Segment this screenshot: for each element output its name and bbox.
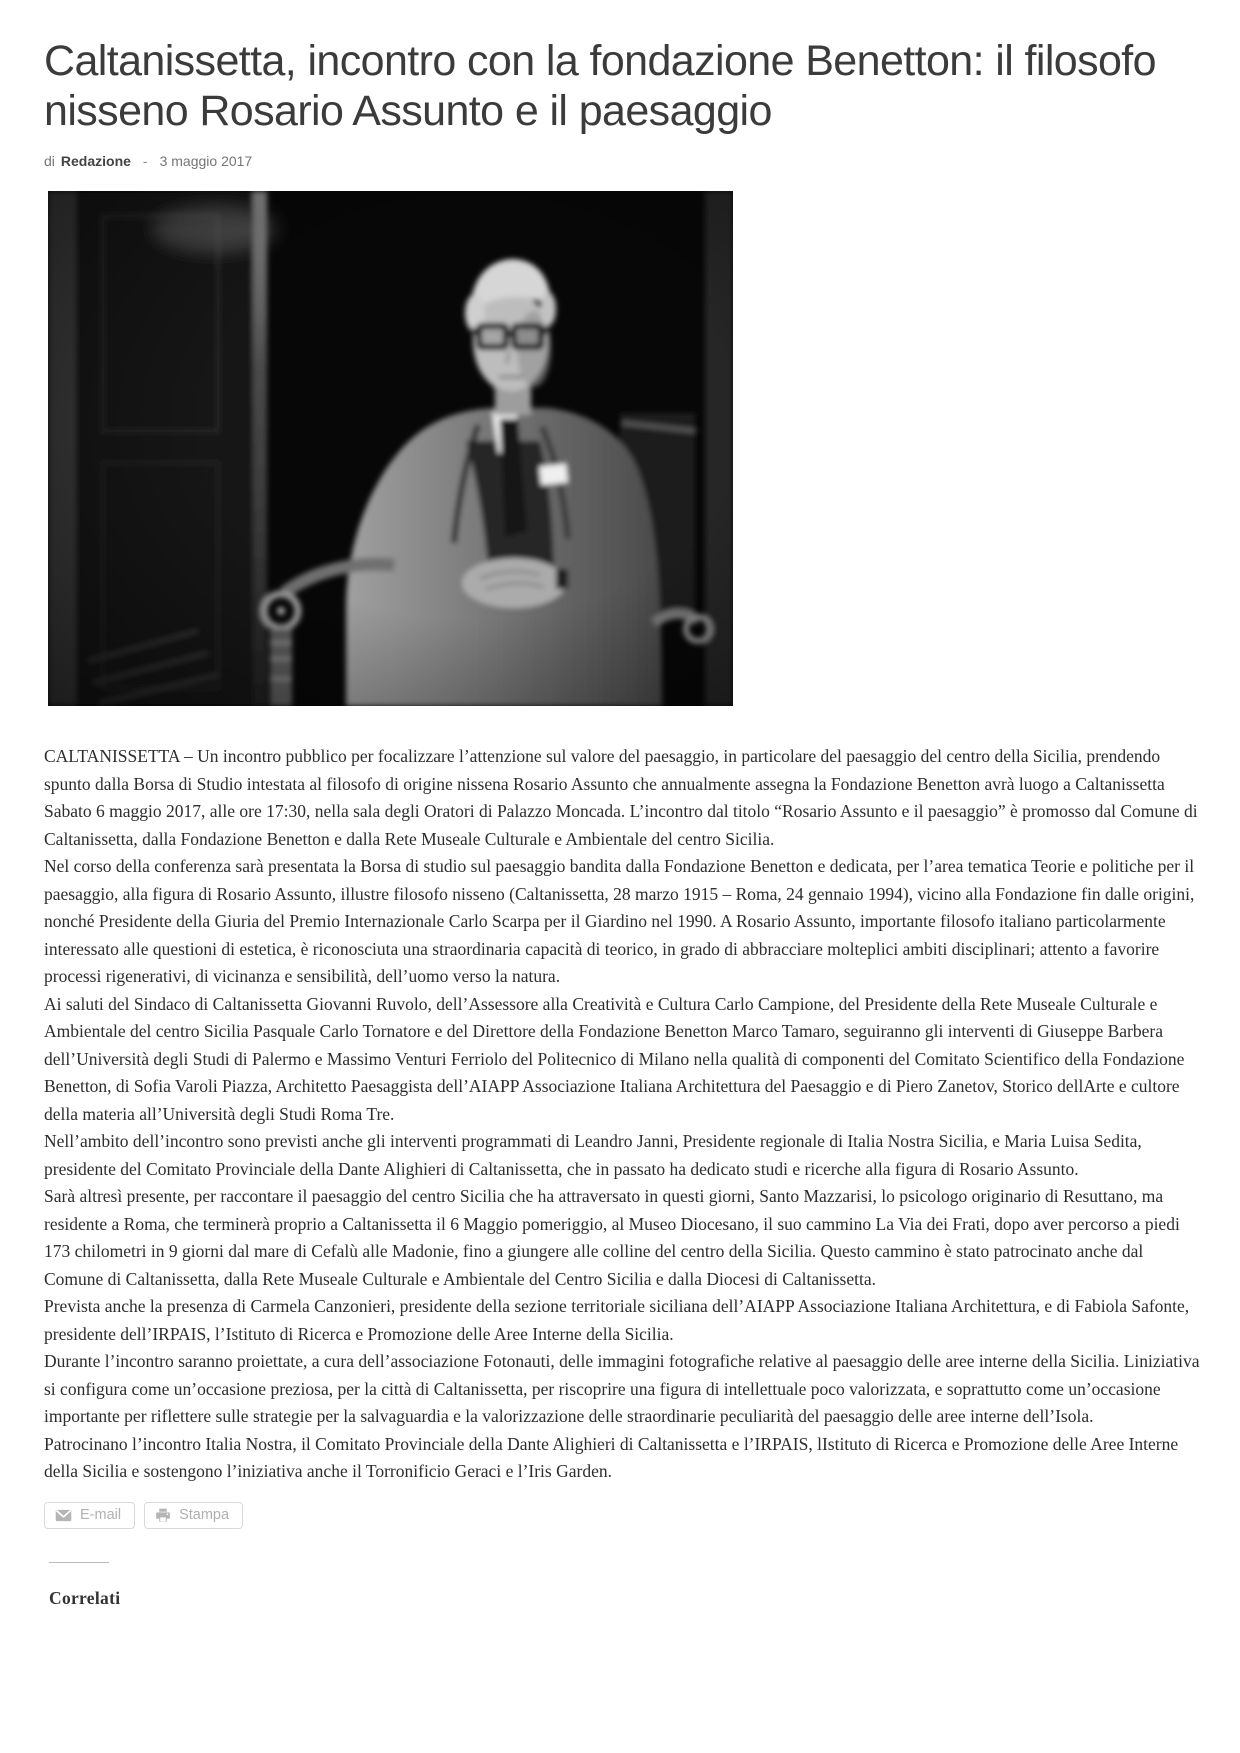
paragraph: CALTANISSETTA – Un incontro pubblico per focalizzare l’attenzione sul valore del paesaggio, in particolare del paesaggio del centro della Sicilia, prendendo spunto dalla Borsa di Studio intestata al filosofo di origine nissena Rosario Assunto che annualmente assegna la Fondazione Benetton avrà luogo a Caltanissetta Sabato 6 maggio 2017, alle ore 17:30, nella sala degli Oratori di Palazzo Moncada. L’incontro dal titolo “Rosario Assunto e il paesaggio” è promosso dal Comune di Caltanissetta, dalla Fondazione Benetton e dalla Rete Museale Culturale e Ambientale del centro Sicilia. — [44, 746, 1198, 849]
email-button-label: E-mail — [80, 1507, 122, 1523]
publish-date: 3 maggio 2017 — [159, 153, 253, 169]
page-title: Caltanissetta, incontro con la fondazione Benetton: il filosofo nisseno Rosario Assunto e il paesaggio — [44, 37, 1156, 135]
email-button[interactable] — [44, 1502, 135, 1529]
share-buttons — [44, 1502, 1200, 1529]
byline — [44, 153, 1200, 169]
portrait-illustration — [48, 191, 733, 706]
related-heading: Correlati — [49, 1587, 121, 1608]
paragraph: Durante l’incontro saranno proiettate, a cura dell’associazione Fotonauti, delle immagini fotografiche relative al paesaggio delle aree interne della Sicilia. Liniziativa si configura come un’occasione preziosa, per la città di Caltanissetta, per riscoprire una figura di intellettuale poco valorizzata, e soprattutto come un’occasione importante per riflettere sulle strategie per la salvaguardia e la valorizzazione delle straordinarie peculiarità del paesaggio delle aree interne dell’Isola. — [44, 1351, 1200, 1426]
author-link[interactable]: Redazione — [60, 153, 131, 169]
paragraph: Ai saluti del Sindaco di Caltanissetta Giovanni Ruvolo, dell’Assessore alla Creatività e Cultura Carlo Campione, del Presidente della Rete Museale Culturale e Ambientale del centro Sicilia Pasquale Carlo Tornatore e del Direttore della Fondazione Benetton Marco Tamaro, seguiranno gli interventi di Giuseppe Barbera dell’Università degli Studi di Palermo e Massimo Venturi Ferriolo del Politecnico di Milano nella qualità di componenti del Comitato Scientifico della Fondazione Benetton, di Sofia Varoli Piazza, Architetto Paesaggista dell’AIAPP Associazione Italiana Architettura del Paesaggio e di Piero Zanetov, Storico dellArte e cultore della materia all’Università degli Studi Roma Tre. — [44, 993, 1185, 1124]
byline-prefix: di — [44, 153, 55, 169]
article-body — [44, 743, 1200, 1486]
paragraph: Patrocinano l’incontro Italia Nostra, il Comitato Provinciale della Dante Alighieri di Caltanissetta e l’IRPAIS, lIstituto di Ricerca e Promozione delle Aree Interne della Sicilia e sostengono l’iniziativa anche il Torronificio Geraci e l’Iris Garden. — [44, 1433, 1179, 1481]
paragraph: Nel corso della conferenza sarà presentata la Borsa di studio sul paesaggio bandita dalla Fondazione Benetton e dedicata, per l’area tematica Teorie e politiche per il paesaggio, alla figura di Rosario Assunto, illustre filosofo nisseno (Caltanissetta, 28 marzo 1915 – Roma, 24 gennaio 1994), vicino alla Fondazione fin dalle origini, nonché Presidente della Giuria del Premio Internazionale Carlo Scarpa per il Giardino nel 1990. A Rosario Assunto, importante filosofo italiano particolarmente interessato alle questioni di estetica, è riconosciuta una straordinaria capacità di teorico, in grado di abbracciare molteplici ambiti disciplinari; attento a favorire processi rigenerativi, di vicinanza e sensibilità, dell’uomo verso la natura. — [44, 856, 1195, 986]
envelope-icon — [55, 1509, 72, 1522]
print-button-label: Stampa — [179, 1507, 230, 1523]
article-photo — [48, 191, 733, 706]
printer-icon — [155, 1508, 171, 1523]
related-divider — [49, 1562, 109, 1563]
print-button[interactable] — [144, 1502, 243, 1529]
byline-separator: - — [142, 153, 148, 169]
paragraph: Sarà altresì presente, per raccontare il paesaggio del centro Sicilia che ha attraversato in questi giorni, Santo Mazzarisi, lo psicologo originario di Resuttano, ma residente a Roma, che terminerà proprio a Caltanissetta il 6 Maggio pomeriggio, al Museo Diocesano, il suo cammino La Via dei Frati, dopo aver percorso a piedi 173 chilometri in 9 giorni dal mare di Cefalù alle Madonie, fino a giungere alle colline del centro della Sicilia. Questo cammino è stato patrocinato anche dal Comune di Caltanissetta, dalla Rete Museale Culturale e Ambientale del Centro Sicilia e dalla Diocesi di Caltanissetta. — [44, 1186, 1180, 1289]
paragraph: Prevista anche la presenza di Carmela Canzonieri, presidente della sezione territoriale siciliana dell’AIAPP Associazione Italiana Architettura, e di Fabiola Safonte, presidente dell’IRPAIS, l’Istituto di Ricerca e Promozione delle Aree Interne della Sicilia. — [44, 1296, 1190, 1344]
paragraph: Nell’ambito dell’incontro sono previsti anche gli interventi programmati di Leandro Janni, Presidente regionale di Italia Nostra Sicilia, e Maria Luisa Sedita, presidente del Comitato Provinciale della Dante Alighieri di Caltanissetta, che in passato ha dedicato studi e ricerche alla figura di Rosario Assunto. — [44, 1131, 1142, 1179]
